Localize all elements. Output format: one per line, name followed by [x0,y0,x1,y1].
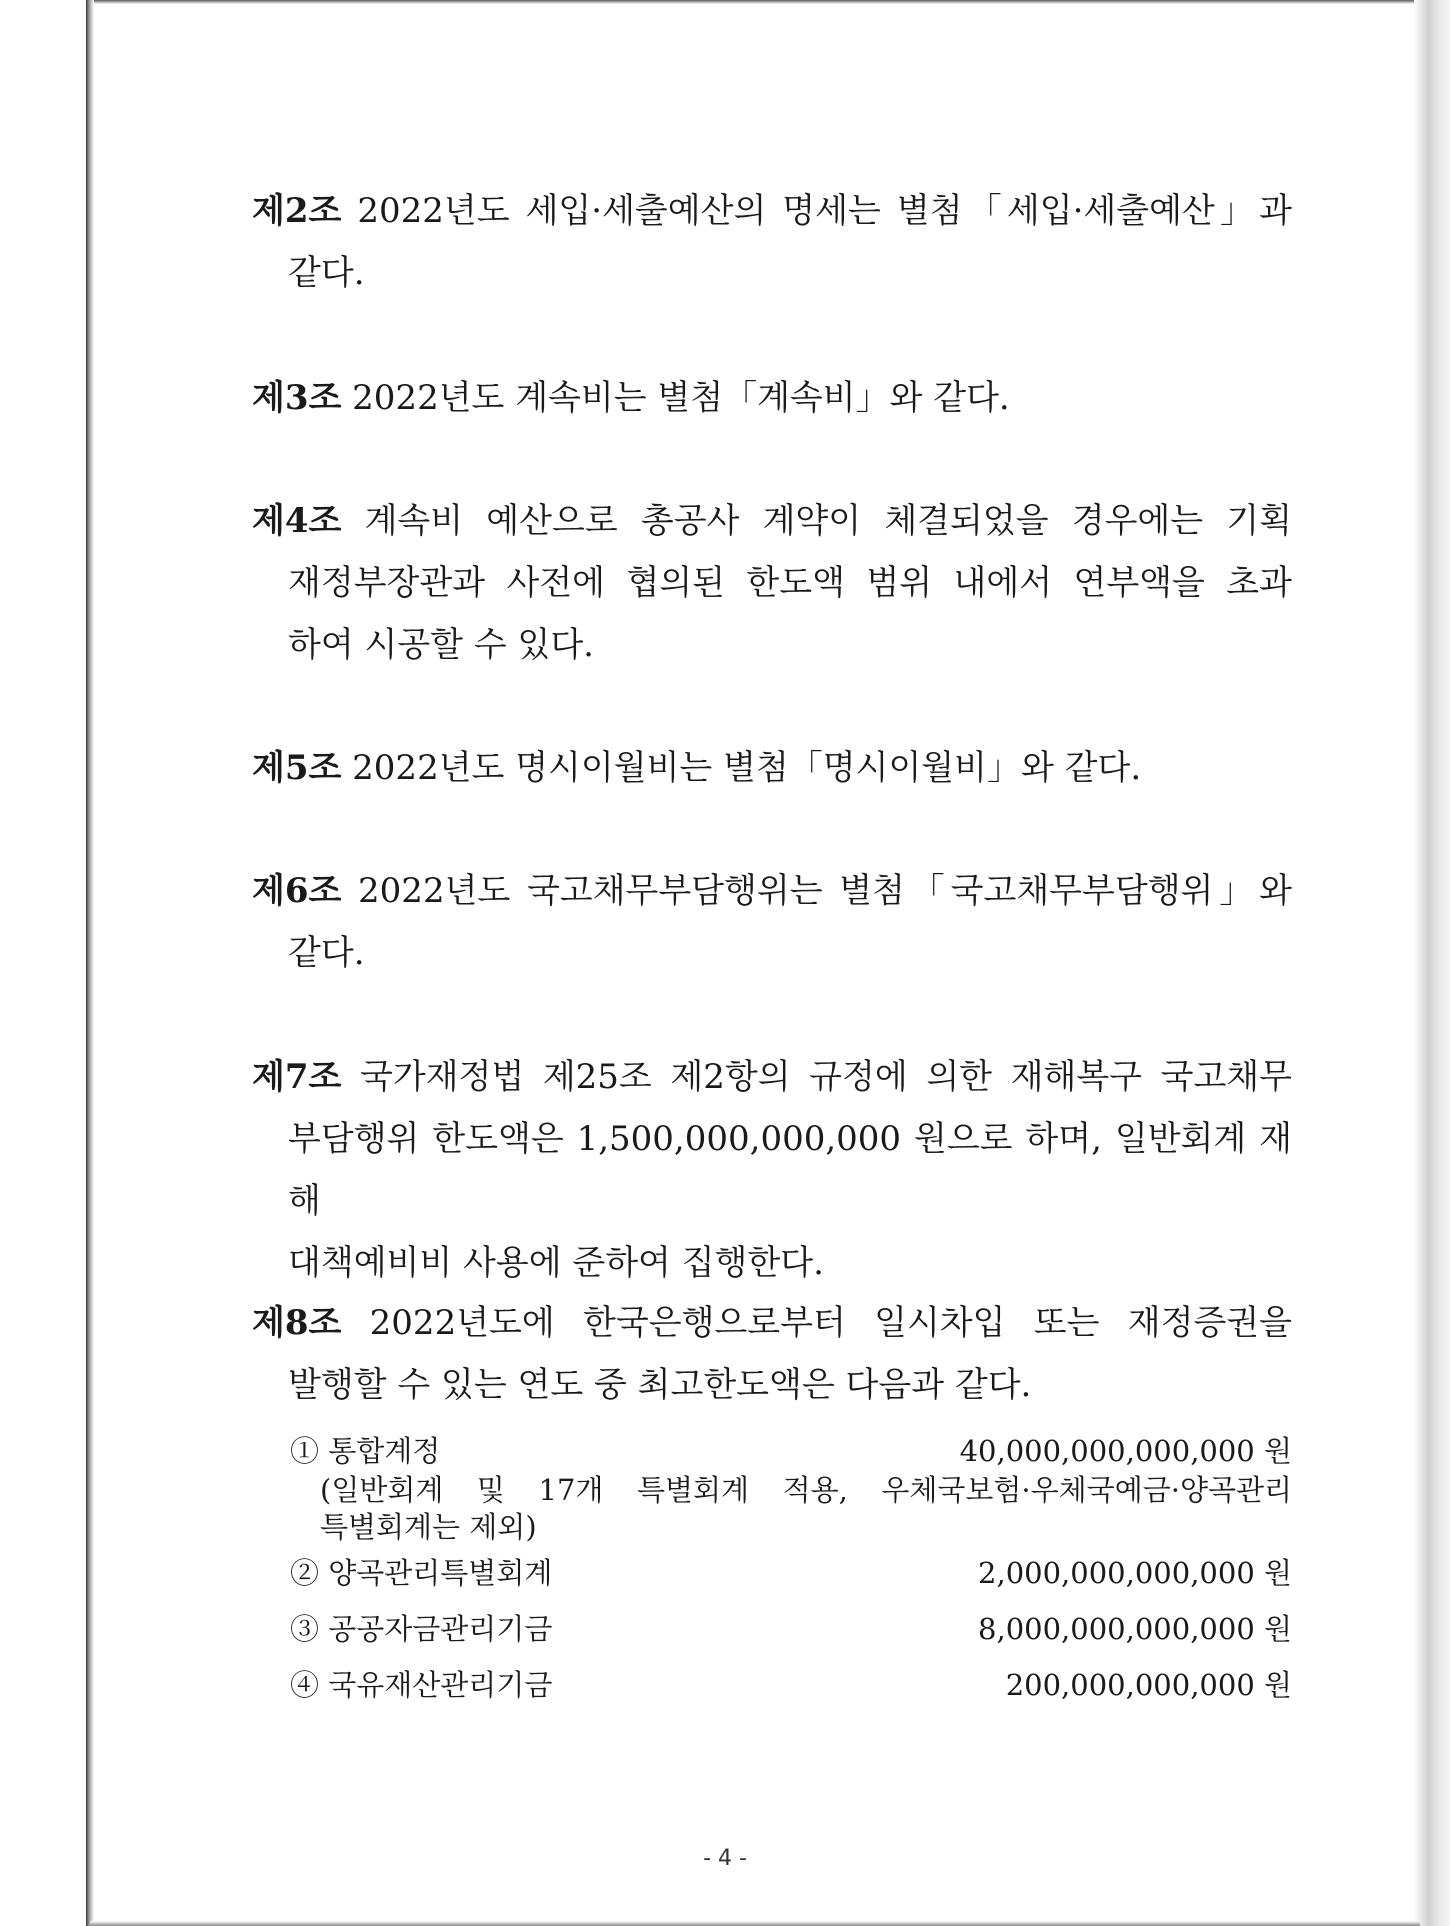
article-8 [252,1292,1292,1416]
item-note [290,1472,1292,1546]
item-note-line: (일반회계 및 17개 특별회계 적용, 우체국보험·우체국예금·양곡관리 [320,1473,1292,1507]
article-text-line: 발행할 수 있는 연도 중 최고한도액은 다음과 같다. [288,1365,1032,1405]
item-note-line: 특별회계는 제외) [320,1510,537,1544]
item-amount: 200,000,000,000 원 [1005,1668,1292,1702]
article-text-line: 같다. [288,253,365,293]
article-number: 제5조 [252,748,342,788]
article-text-line: 2022년도 명시이월비는 별첨「명시이월비」와 같다. [352,748,1142,788]
list-item [290,1664,1292,1706]
article-3 [252,367,1292,429]
item-amount: 8,000,000,000,000 원 [978,1612,1292,1646]
item-amount: 2,000,000,000,000 원 [978,1556,1292,1590]
borrowing-limit-list [290,1430,1292,1706]
article-number: 제3조 [252,378,342,418]
item-label: 국유재산관리기금 [328,1668,553,1702]
item-label: 공공자금관리기금 [328,1612,553,1646]
item-label: 통합계정 [328,1434,441,1468]
article-text-line: 대책예비비 사용에 준하여 집행한다. [288,1243,824,1283]
item-marker: ④ [290,1668,320,1702]
page-number: - 4 - [703,1846,747,1871]
article-number: 제6조 [252,871,342,911]
article-text-line: 국가재정법 제25조 제2항의 규정에 의한 재해복구 국고채무 [359,1057,1292,1097]
list-item [290,1608,1292,1650]
article-text-line: 재정부장관과 사전에 협의된 한도액 범위 내에서 연부액을 초과 [288,563,1292,603]
list-item [290,1430,1292,1472]
article-4 [252,490,1292,676]
list-item [290,1552,1292,1594]
article-text-line: 같다. [288,933,365,973]
article-text-line: 2022년도 국고채무부담행위는 별첨「국고채무부담행위」와 [358,871,1292,911]
article-5 [252,737,1292,799]
article-text-line: 2022년도 세입·세출예산의 명세는 별첨「세입·세출예산」과 [357,191,1292,231]
article-number: 제7조 [252,1057,342,1097]
item-marker: ② [290,1556,320,1590]
item-marker: ① [290,1434,320,1468]
article-text-line: 부담행위 한도액은 1,500,000,000,000 원으로 하며, 일반회계 재해 [288,1119,1292,1221]
item-label: 양곡관리특별회계 [328,1556,553,1590]
item-marker: ③ [290,1612,320,1646]
article-2 [252,180,1292,304]
item-amount: 40,000,000,000,000 원 [959,1434,1292,1468]
article-number: 제8조 [252,1303,342,1343]
page-bottom-edge [90,1921,1420,1926]
article-7 [252,1046,1292,1294]
article-text-line: 2022년도에 한국은행으로부터 일시차입 또는 재정증권을 [369,1303,1292,1343]
article-text-line: 하여 시공할 수 있다. [288,625,594,665]
page-right-edge [1414,0,1450,1926]
page-left-edge [86,0,94,1926]
article-text-line: 2022년도 계속비는 별첨「계속비」와 같다. [352,378,1010,418]
article-number: 제2조 [252,191,342,231]
article-number: 제4조 [252,501,342,541]
page-top-edge [90,0,1420,4]
article-text-line: 계속비 예산으로 총공사 계약이 체결되었을 경우에는 기획 [364,501,1292,541]
article-6 [252,860,1292,984]
